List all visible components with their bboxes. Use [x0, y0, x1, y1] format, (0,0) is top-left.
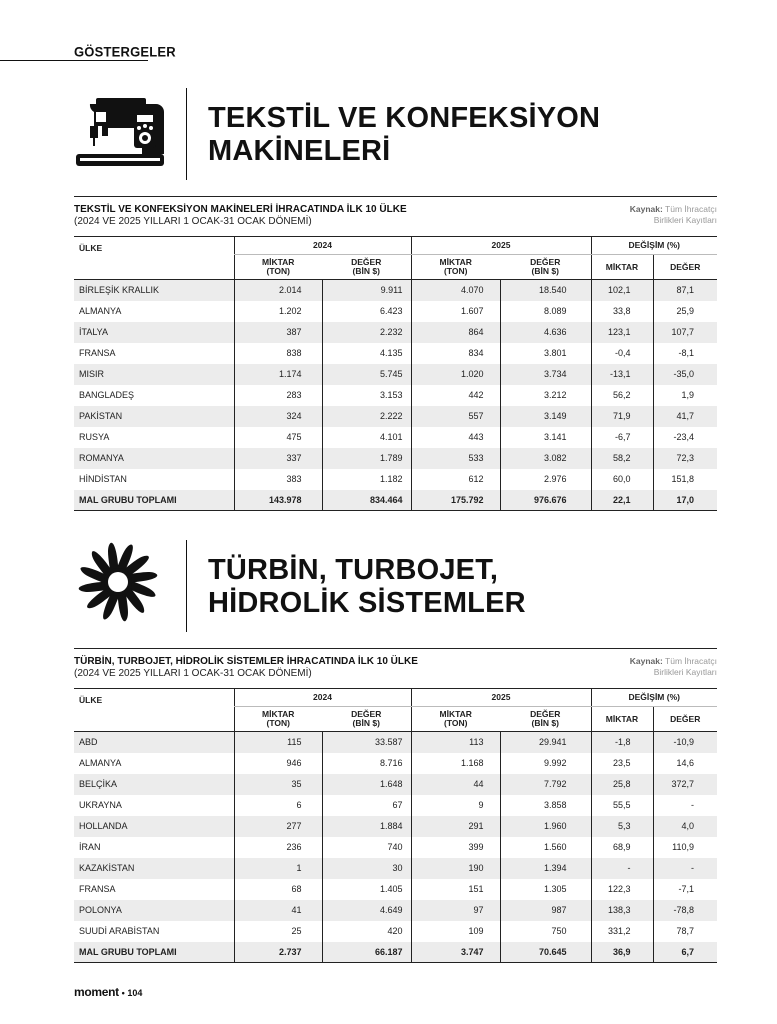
- qty-change-cell: 58,2: [591, 448, 653, 469]
- qty-2024-cell: 1.202: [234, 301, 322, 322]
- table-subtitle: (2024 VE 2025 YILLARI 1 OCAK-31 OCAK DÖNEMİ): [74, 668, 312, 679]
- table-row: [74, 322, 717, 343]
- col-val-change: DEĞER: [653, 707, 717, 732]
- val-2025-cell: 7.792: [500, 774, 591, 795]
- val-2024-cell: 4.135: [322, 343, 411, 364]
- table-row: [74, 753, 717, 774]
- qty-change-cell: 55,5: [591, 795, 653, 816]
- country-cell: PAKİSTAN: [74, 406, 234, 427]
- section-rule: [0, 60, 148, 61]
- country-cell: UKRAYNA: [74, 795, 234, 816]
- country-cell: BİRLEŞİK KRALLIK: [74, 280, 234, 301]
- val-2024-cell: 834.464: [322, 490, 411, 511]
- section-title-line-1: TÜRBİN, TURBOJET,: [208, 554, 499, 586]
- header-divider: [186, 540, 187, 632]
- table-top-rule: [74, 648, 717, 649]
- qty-2025-cell: 44: [411, 774, 500, 795]
- qty-change-cell: 123,1: [591, 322, 653, 343]
- val-change-cell: 72,3: [653, 448, 717, 469]
- source-line-1: Tüm İhracatçı: [665, 656, 717, 666]
- val-change-cell: 1,9: [653, 385, 717, 406]
- qty-2024-cell: 1: [234, 858, 322, 879]
- val-2025-cell: 987: [500, 900, 591, 921]
- table-row: [74, 921, 717, 942]
- source-line-1: Tüm İhracatçı: [665, 204, 717, 214]
- export-table: [74, 688, 717, 963]
- val-2024-cell: 1.648: [322, 774, 411, 795]
- col-country-header: ÜLKE: [74, 237, 234, 280]
- val-change-cell: -78,8: [653, 900, 717, 921]
- table-row: [74, 858, 717, 879]
- val-2024-cell: 6.423: [322, 301, 411, 322]
- country-cell: İTALYA: [74, 322, 234, 343]
- val-2024-cell: 5.745: [322, 364, 411, 385]
- table-title: TÜRBİN, TURBOJET, HİDROLİK SİSTEMLER İHRACATINDA İLK 10 ÜLKE: [74, 656, 418, 667]
- table-title: TEKSTİL VE KONFEKSİYON MAKİNELERİ İHRACATINDA İLK 10 ÜLKE: [74, 204, 407, 215]
- source-line-2: Birlikleri Kayıtları: [653, 215, 717, 225]
- table-row: [74, 448, 717, 469]
- qty-2025-cell: 399: [411, 837, 500, 858]
- qty-change-cell: -13,1: [591, 364, 653, 385]
- table-row: [74, 280, 717, 301]
- col-val-unit: (BİN $): [531, 266, 559, 276]
- val-2025-cell: 2.976: [500, 469, 591, 490]
- section-label: GÖSTERGELER: [74, 43, 176, 60]
- col-qty-change: MİKTAR: [591, 707, 653, 732]
- qty-2024-cell: 475: [234, 427, 322, 448]
- val-2024-cell: 67: [322, 795, 411, 816]
- qty-2024-cell: 324: [234, 406, 322, 427]
- val-2025-cell: 3.801: [500, 343, 591, 364]
- val-2025-cell: 1.305: [500, 879, 591, 900]
- section-title-line-2: MAKİNELERİ: [208, 135, 391, 167]
- val-change-cell: 4,0: [653, 816, 717, 837]
- val-2024-cell: 2.232: [322, 322, 411, 343]
- qty-2024-cell: 236: [234, 837, 322, 858]
- val-change-cell: 6,7: [653, 942, 717, 963]
- col-qty-2025: [411, 707, 500, 732]
- qty-2025-cell: 113: [411, 732, 500, 753]
- val-2025-cell: 3.212: [500, 385, 591, 406]
- val-2024-cell: 8.716: [322, 753, 411, 774]
- val-2025-cell: 1.560: [500, 837, 591, 858]
- qty-change-cell: 60,0: [591, 469, 653, 490]
- col-qty-label: MİKTAR: [262, 709, 295, 719]
- val-2025-cell: 4.636: [500, 322, 591, 343]
- val-2025-cell: 3.149: [500, 406, 591, 427]
- qty-2024-cell: 2.014: [234, 280, 322, 301]
- val-2025-cell: 9.992: [500, 753, 591, 774]
- table-row: [74, 427, 717, 448]
- val-2025-cell: 750: [500, 921, 591, 942]
- qty-2025-cell: 109: [411, 921, 500, 942]
- qty-2025-cell: 1.607: [411, 301, 500, 322]
- col-qty-2024: [234, 255, 322, 280]
- country-cell: BANGLADEŞ: [74, 385, 234, 406]
- col-val-label: DEĞER: [530, 709, 561, 719]
- qty-change-cell: 122,3: [591, 879, 653, 900]
- section-title-line-1: TEKSTİL VE KONFEKSİYON: [208, 102, 601, 134]
- table-row: [74, 774, 717, 795]
- qty-change-cell: 68,9: [591, 837, 653, 858]
- country-cell: RUSYA: [74, 427, 234, 448]
- val-change-cell: 87,1: [653, 280, 717, 301]
- col-qty-unit: (TON): [444, 266, 468, 276]
- page-footer: moment • 104: [74, 985, 143, 999]
- val-change-cell: 41,7: [653, 406, 717, 427]
- qty-2025-cell: 864: [411, 322, 500, 343]
- qty-2024-cell: 115: [234, 732, 322, 753]
- qty-2025-cell: 557: [411, 406, 500, 427]
- table-source: [630, 656, 717, 678]
- val-change-cell: 78,7: [653, 921, 717, 942]
- table-source: [630, 204, 717, 226]
- val-change-cell: 110,9: [653, 837, 717, 858]
- col-country-header: ÜLKE: [74, 689, 234, 732]
- val-change-cell: -7,1: [653, 879, 717, 900]
- qty-2024-cell: 68: [234, 879, 322, 900]
- qty-2024-cell: 283: [234, 385, 322, 406]
- col-val-change: DEĞER: [653, 255, 717, 280]
- col-qty-label: MİKTAR: [439, 709, 472, 719]
- val-change-cell: 372,7: [653, 774, 717, 795]
- country-cell: KAZAKİSTAN: [74, 858, 234, 879]
- qty-2025-cell: 834: [411, 343, 500, 364]
- country-cell: HOLLANDA: [74, 816, 234, 837]
- qty-change-cell: 33,8: [591, 301, 653, 322]
- country-cell: ALMANYA: [74, 753, 234, 774]
- col-group-change: DEĞİŞİM (%): [591, 689, 717, 707]
- table-row: [74, 816, 717, 837]
- qty-2024-cell: 337: [234, 448, 322, 469]
- table-row: [74, 301, 717, 322]
- val-change-cell: 25,9: [653, 301, 717, 322]
- qty-change-cell: -6,7: [591, 427, 653, 448]
- val-change-cell: -8,1: [653, 343, 717, 364]
- val-2025-cell: 3.858: [500, 795, 591, 816]
- val-2025-cell: 29.941: [500, 732, 591, 753]
- val-2024-cell: 30: [322, 858, 411, 879]
- col-val-label: DEĞER: [530, 257, 561, 267]
- section-header: [0, 88, 777, 180]
- section-title-line-2: HİDROLİK SİSTEMLER: [208, 587, 526, 619]
- qty-2025-cell: 190: [411, 858, 500, 879]
- qty-2025-cell: 4.070: [411, 280, 500, 301]
- col-qty-2025: [411, 255, 500, 280]
- table-row: [74, 900, 717, 921]
- val-2025-cell: 3.082: [500, 448, 591, 469]
- qty-2025-cell: 97: [411, 900, 500, 921]
- country-cell: MISIR: [74, 364, 234, 385]
- val-2024-cell: 740: [322, 837, 411, 858]
- qty-2024-cell: 387: [234, 322, 322, 343]
- table-row: [74, 879, 717, 900]
- col-group-2024: 2024: [234, 689, 411, 707]
- qty-change-cell: 56,2: [591, 385, 653, 406]
- qty-2025-cell: 1.020: [411, 364, 500, 385]
- col-group-change: DEĞİŞİM (%): [591, 237, 717, 255]
- col-group-2025: 2025: [411, 689, 591, 707]
- country-cell: BELÇİKA: [74, 774, 234, 795]
- col-qty-change: MİKTAR: [591, 255, 653, 280]
- qty-change-cell: 138,3: [591, 900, 653, 921]
- col-val-2024: [322, 255, 411, 280]
- qty-2024-cell: 838: [234, 343, 322, 364]
- val-change-cell: 107,7: [653, 322, 717, 343]
- val-2024-cell: 420: [322, 921, 411, 942]
- country-cell: FRANSA: [74, 343, 234, 364]
- qty-2025-cell: 533: [411, 448, 500, 469]
- country-cell: MAL GRUBU TOPLAMI: [74, 490, 234, 511]
- qty-2024-cell: 277: [234, 816, 322, 837]
- qty-2024-cell: 2.737: [234, 942, 322, 963]
- table-total-row: [74, 490, 717, 511]
- val-2025-cell: 8.089: [500, 301, 591, 322]
- qty-2024-cell: 383: [234, 469, 322, 490]
- val-2024-cell: 3.153: [322, 385, 411, 406]
- qty-2025-cell: 3.747: [411, 942, 500, 963]
- source-label: Kaynak:: [629, 656, 663, 666]
- page-number: 104: [127, 988, 143, 998]
- col-qty-2024: [234, 707, 322, 732]
- source-label: Kaynak:: [629, 204, 663, 214]
- qty-2025-cell: 175.792: [411, 490, 500, 511]
- country-cell: HİNDİSTAN: [74, 469, 234, 490]
- qty-2024-cell: 25: [234, 921, 322, 942]
- val-change-cell: -10,9: [653, 732, 717, 753]
- turbine-icon: [78, 542, 158, 622]
- sewing-machine-icon: [76, 98, 164, 172]
- val-2025-cell: 70.645: [500, 942, 591, 963]
- qty-change-cell: 23,5: [591, 753, 653, 774]
- qty-2025-cell: 291: [411, 816, 500, 837]
- col-qty-unit: (TON): [266, 718, 290, 728]
- col-val-unit: (BİN $): [531, 718, 559, 728]
- col-val-2024: [322, 707, 411, 732]
- country-cell: ROMANYA: [74, 448, 234, 469]
- country-cell: FRANSA: [74, 879, 234, 900]
- val-2024-cell: 9.911: [322, 280, 411, 301]
- qty-2024-cell: 41: [234, 900, 322, 921]
- section-title: [208, 554, 526, 620]
- val-2024-cell: 1.182: [322, 469, 411, 490]
- val-2024-cell: 2.222: [322, 406, 411, 427]
- table-row: [74, 364, 717, 385]
- country-cell: POLONYA: [74, 900, 234, 921]
- val-2025-cell: 1.960: [500, 816, 591, 837]
- section-header: [0, 540, 777, 632]
- qty-2025-cell: 151: [411, 879, 500, 900]
- table-subtitle: (2024 VE 2025 YILLARI 1 OCAK-31 OCAK DÖNEMİ): [74, 216, 312, 227]
- table-row: [74, 732, 717, 753]
- col-qty-label: MİKTAR: [262, 257, 295, 267]
- qty-2025-cell: 9: [411, 795, 500, 816]
- qty-2024-cell: 35: [234, 774, 322, 795]
- header-divider: [186, 88, 187, 180]
- val-change-cell: 14,6: [653, 753, 717, 774]
- qty-change-cell: -0,4: [591, 343, 653, 364]
- qty-change-cell: -: [591, 858, 653, 879]
- qty-change-cell: 102,1: [591, 280, 653, 301]
- val-2024-cell: 1.789: [322, 448, 411, 469]
- col-val-2025: [500, 255, 591, 280]
- val-change-cell: -35,0: [653, 364, 717, 385]
- section-title: [208, 102, 600, 168]
- val-2025-cell: 3.734: [500, 364, 591, 385]
- qty-change-cell: 22,1: [591, 490, 653, 511]
- val-2024-cell: 4.101: [322, 427, 411, 448]
- col-group-2024: 2024: [234, 237, 411, 255]
- qty-change-cell: 331,2: [591, 921, 653, 942]
- col-qty-unit: (TON): [444, 718, 468, 728]
- table-row: [74, 406, 717, 427]
- country-cell: MAL GRUBU TOPLAMI: [74, 942, 234, 963]
- qty-change-cell: 36,9: [591, 942, 653, 963]
- val-2025-cell: 1.394: [500, 858, 591, 879]
- table-row: [74, 343, 717, 364]
- val-2025-cell: 18.540: [500, 280, 591, 301]
- table-top-rule: [74, 196, 717, 197]
- table-row: [74, 469, 717, 490]
- country-cell: SUUDİ ARABİSTAN: [74, 921, 234, 942]
- val-2025-cell: 976.676: [500, 490, 591, 511]
- col-val-2025: [500, 707, 591, 732]
- val-change-cell: -23,4: [653, 427, 717, 448]
- qty-2025-cell: 443: [411, 427, 500, 448]
- val-2025-cell: 3.141: [500, 427, 591, 448]
- val-2024-cell: 66.187: [322, 942, 411, 963]
- table-row: [74, 385, 717, 406]
- col-qty-label: MİKTAR: [439, 257, 472, 267]
- val-2024-cell: 1.884: [322, 816, 411, 837]
- export-table: [74, 236, 717, 511]
- val-2024-cell: 33.587: [322, 732, 411, 753]
- val-2024-cell: 4.649: [322, 900, 411, 921]
- col-val-unit: (BİN $): [352, 266, 380, 276]
- col-val-label: DEĞER: [351, 257, 382, 267]
- qty-2024-cell: 1.174: [234, 364, 322, 385]
- val-change-cell: -: [653, 795, 717, 816]
- qty-2024-cell: 6: [234, 795, 322, 816]
- table-row: [74, 795, 717, 816]
- val-2024-cell: 1.405: [322, 879, 411, 900]
- table-total-row: [74, 942, 717, 963]
- qty-2024-cell: 143.978: [234, 490, 322, 511]
- source-line-2: Birlikleri Kayıtları: [653, 667, 717, 677]
- col-group-2025: 2025: [411, 237, 591, 255]
- val-change-cell: -: [653, 858, 717, 879]
- qty-2025-cell: 612: [411, 469, 500, 490]
- val-change-cell: 17,0: [653, 490, 717, 511]
- qty-change-cell: 71,9: [591, 406, 653, 427]
- qty-2025-cell: 442: [411, 385, 500, 406]
- qty-change-cell: -1,8: [591, 732, 653, 753]
- country-cell: ABD: [74, 732, 234, 753]
- qty-change-cell: 5,3: [591, 816, 653, 837]
- col-val-label: DEĞER: [351, 709, 382, 719]
- col-qty-unit: (TON): [266, 266, 290, 276]
- magazine-logo: moment: [74, 985, 119, 999]
- qty-2025-cell: 1.168: [411, 753, 500, 774]
- table-row: [74, 837, 717, 858]
- col-val-unit: (BİN $): [352, 718, 380, 728]
- qty-change-cell: 25,8: [591, 774, 653, 795]
- country-cell: İRAN: [74, 837, 234, 858]
- val-change-cell: 151,8: [653, 469, 717, 490]
- qty-2024-cell: 946: [234, 753, 322, 774]
- country-cell: ALMANYA: [74, 301, 234, 322]
